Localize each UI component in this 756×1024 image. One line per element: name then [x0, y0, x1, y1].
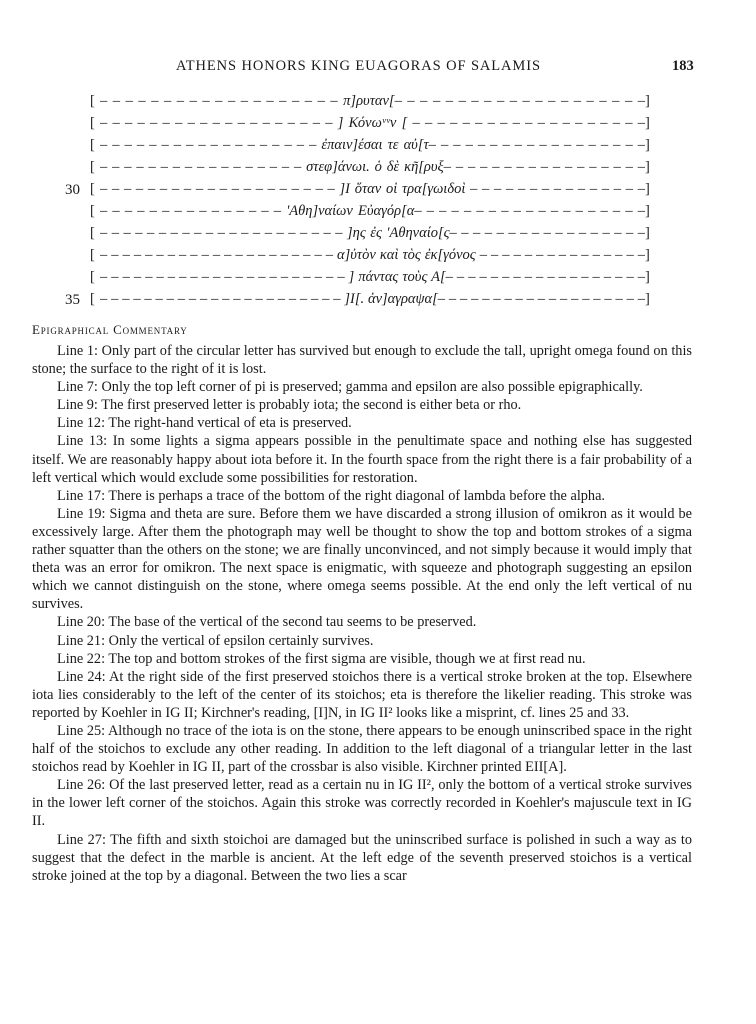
left-bracket: [ [90, 269, 95, 285]
right-bracket: ] [645, 225, 650, 241]
entry-text: Although no trace of the iota is on the stone, there appears to be enough uninscribed space in the right half of the stoichos to exclude any other reading. In addition to the left diagonal of a triangular letter in the last stoichos read by Koehler in IG II, part of the crossbar is also visible. Kirchner printed EΙΙ[Α]. [32, 722, 692, 776]
right-bracket: ] [645, 247, 650, 263]
inscription-line [0, 92, 756, 114]
inscription-line [0, 158, 756, 180]
inscription-line [0, 224, 756, 246]
inscription-line-text: – – – – – – – – – – – – – – – – – – – – ]Ι ὅταν οἱ τρα[γωιδοὶ – – – – – – – – – – – – – – – [100, 181, 645, 197]
entry-label: Line 24: [57, 668, 106, 685]
inscription-text [0, 92, 756, 312]
entry-text: Sigma and theta are sure. Before them we have discarded a strong illusion of omikron as it would be excessively large. After them the photograph may well be thought to show the top and bottom strokes of a sigma rather squatter than the others on the stone; we are finally unconvinced, and not simply because it would imply that theta was an error for omikron. The next space is enigmatic, with squeeze and photograph suggesting an epsilon which we cannot distinguish on the stone, where omega seems possible. At the end only the left vertical of nu survives. [32, 505, 693, 613]
entry-text: Only the top left corner of pi is preserved; gamma and epsilon are also possible epigraphically. [101, 379, 643, 396]
inscription-line-text: – – – – – – – – – – – – – – – – – – – ] Κόνωᵛᵛν [ – – – – – – – – – – – – – – – – – – – [100, 115, 645, 131]
commentary-entry [32, 396, 692, 414]
line-number: 30 [65, 182, 80, 198]
entry-text: The first preserved letter is probably iota; the second is either beta or rho. [101, 397, 522, 414]
entry-text: The top and bottom strokes of the first sigma are visible, though we at first read nu. [108, 650, 586, 667]
right-bracket: ] [645, 269, 650, 285]
inscription-line [0, 114, 756, 136]
entry-label: Line 7: [57, 379, 98, 396]
inscription-line-text: – – – – – – – – – – – – – – – – – – – π]ρυταν[– – – – – – – – – – – – – – – – – – – – [100, 93, 645, 109]
right-bracket: ] [645, 115, 650, 131]
entry-text: The right-hand vertical of eta is preserved. [108, 415, 352, 432]
right-bracket: ] [645, 291, 650, 307]
entry-label: Line 25: [57, 722, 106, 739]
commentary-entry [32, 650, 692, 668]
inscription-line-text: – – – – – – – – – – – – – – – – – – – – – α]ὐτὸν καὶ τὸς ἐκ[γόνος – – – – – – – – – – – – – – – [100, 247, 645, 263]
left-bracket: [ [90, 247, 95, 263]
commentary-entry [32, 414, 692, 432]
inscription-line-text: – – – – – – – – – – – – – – – – – – – – – – ]Ι[. ἀν]αγραψα[– – – – – – – – – – – – – – – – – – – [100, 291, 645, 307]
entry-text: Only part of the circular letter has survived but enough to exclude the tall, upright omega found on this stone; the surface to the right of it is lost. [32, 343, 692, 378]
entry-label: Line 12: [57, 415, 106, 432]
entry-text: At the right side of the first preserved stoichos there is a vertical stroke broken at the top. Elsewhere iota lies considerably to the left of the center of its stoichos; eta is therefore the likelier reading. This stroke was reported by Koehler in IG II; Kirchner's reading, [I]N, in IG II² looks like a misprint, cf. lines 25 and 33. [32, 668, 692, 721]
entry-label: Line 20: [57, 614, 106, 631]
entry-label: Line 26: [57, 777, 106, 794]
left-bracket: [ [90, 159, 95, 175]
commentary-entry [32, 722, 692, 776]
page-header [0, 52, 756, 82]
inscription-line-text: – – – – – – – – – – – – – – – – – στεφ]άνωι. ὁ δὲ κῆ[ρυξ– – – – – – – – – – – – – – – – – [100, 159, 645, 175]
inscription-line [0, 246, 756, 268]
inscription-line-text: – – – – – – – – – – – – – – – – – – – – – ]ης ἐς 'Αθηναίο[ς– – – – – – – – – – – – – – – – – [100, 225, 645, 241]
entry-label: Line 19: [57, 505, 106, 522]
commentary-entry [32, 668, 692, 722]
entry-label: Line 17: [57, 487, 106, 504]
inscription-line-text: – – – – – – – – – – – – – – – 'Αθη]ναίων Εὐαγόρ[α– – – – – – – – – – – – – – – – – – – [100, 203, 645, 219]
right-bracket: ] [645, 181, 650, 197]
left-bracket: [ [90, 93, 95, 109]
commentary-heading: Epigraphical Commentary [32, 322, 188, 337]
entry-label: Line 22: [57, 650, 106, 667]
entry-label: Line 9: [57, 397, 98, 414]
inscription-line [0, 268, 756, 290]
entry-text: In some lights a sigma appears possible in the penultimate space and nothing else has suggested itself. We are reasonably happy about iota before it. In the fourth space from the right there is a fair probability of a left vertical which would exclude some possibilities for restoration. [32, 433, 692, 486]
right-bracket: ] [645, 159, 650, 175]
entry-text: Of the last preserved letter, read as a certain nu in IG II², only the bottom of a vertical stroke survives in the lower left corner of the stoichos. Again this stroke was correctly recorded in Koehler's majuscule text in IG II. [32, 777, 692, 830]
entry-label: Line 27: [57, 831, 106, 848]
commentary-entry [32, 342, 692, 378]
commentary-entry [32, 432, 692, 486]
entry-text: The base of the vertical of the second tau seems to be preserved. [108, 614, 477, 631]
left-bracket: [ [90, 137, 95, 153]
left-bracket: [ [90, 291, 95, 307]
commentary-entry [32, 378, 692, 396]
entry-text: The fifth and sixth stoichoi are damaged but the uninscribed surface is polished in such a way as to suggest that the defect in the marble is ancient. At the left edge of the seventh preserved stoichos is a vertical stroke joined at the top by a diagonal. Between the two lies a scar [32, 831, 692, 884]
page-number: 183 [672, 58, 694, 74]
entry-label: Line 1: [57, 343, 98, 359]
inscription-line [0, 290, 756, 312]
entry-label: Line 21: [57, 632, 106, 649]
running-title: ATHENS HONORS KING EUAGORAS OF SALAMIS [176, 58, 541, 74]
commentary-entry [32, 776, 692, 830]
right-bracket: ] [645, 93, 650, 109]
entry-label: Line 13: [57, 433, 108, 450]
commentary-entry [32, 487, 692, 505]
left-bracket: [ [90, 115, 95, 131]
inscription-line-text: – – – – – – – – – – – – – – – – – – – – – – ] πάντας τοὺς Α[– – – – – – – – – – – – – – – – – – [100, 269, 645, 285]
right-bracket: ] [645, 203, 650, 219]
commentary-body [32, 342, 692, 885]
entry-text: Only the vertical of epsilon certainly survives. [108, 632, 374, 649]
inscription-line [0, 202, 756, 224]
inscription-line [0, 136, 756, 158]
commentary-entry [32, 505, 692, 614]
inscription-line [0, 180, 756, 202]
commentary-entry [32, 632, 692, 650]
left-bracket: [ [90, 181, 95, 197]
entry-text: There is perhaps a trace of the bottom of the right diagonal of lambda before the alpha. [108, 487, 606, 504]
inscription-line-text: – – – – – – – – – – – – – – – – – – ἐπαιν]έσαι τε αὐ[τ– – – – – – – – – – – – – – – – – – [100, 137, 645, 153]
commentary-entry [32, 831, 692, 885]
line-number: 35 [65, 292, 80, 308]
left-bracket: [ [90, 225, 95, 241]
left-bracket: [ [90, 203, 95, 219]
right-bracket: ] [645, 137, 650, 153]
commentary-entry [32, 613, 692, 631]
